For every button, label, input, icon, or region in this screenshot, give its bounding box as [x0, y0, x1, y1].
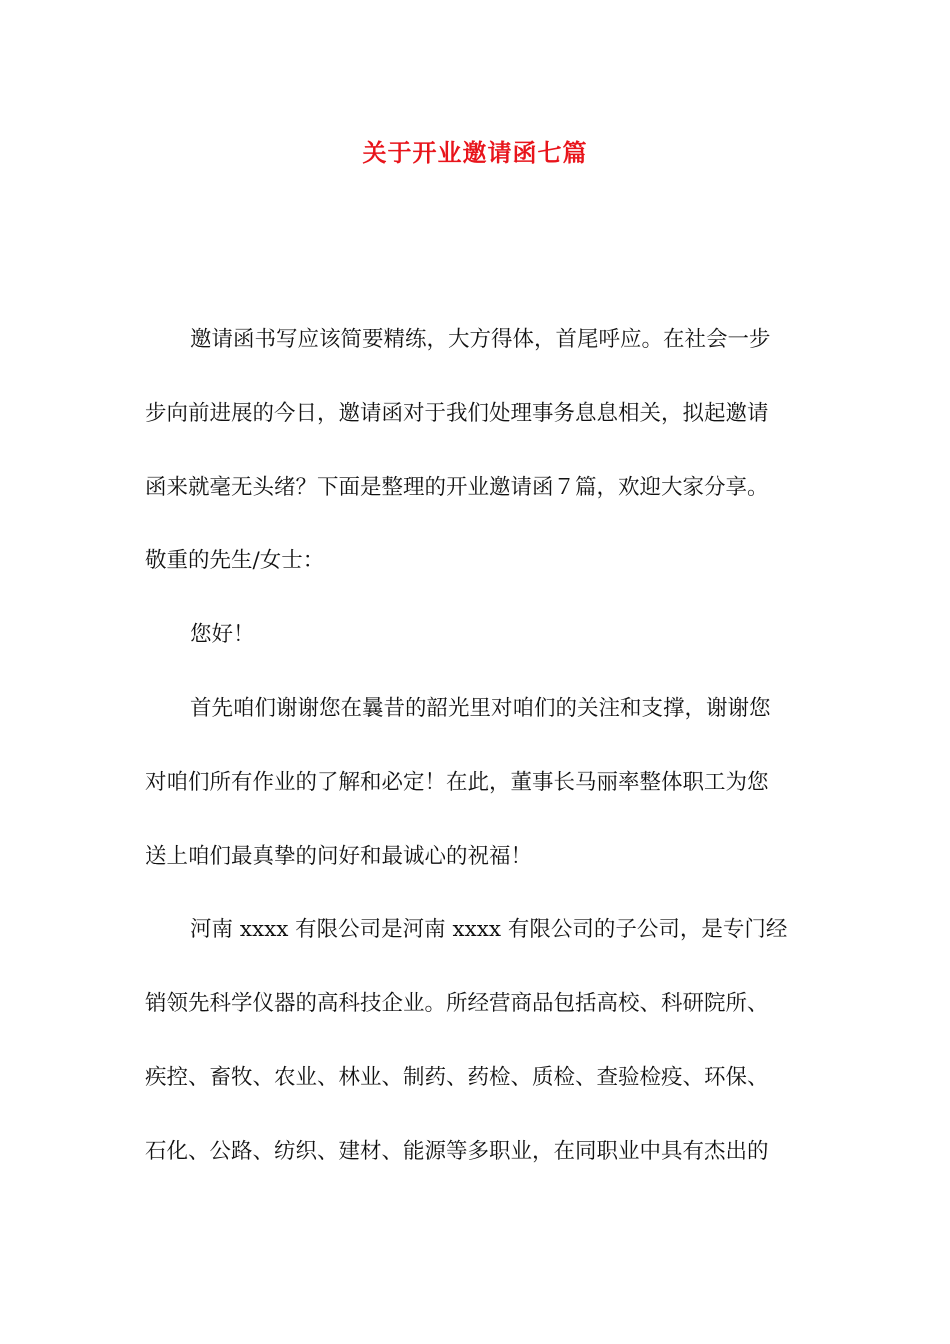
paragraph-line: 首先咱们谢谢您在曩昔的韶光里对咱们的关注和支撑，谢谢您	[190, 695, 771, 721]
paragraph-line: 送上咱们最真挚的问好和最诚心的祝福！	[145, 843, 533, 869]
paragraph-line: 步向前进展的今日，邀请函对于我们处理事务息息相关，拟起邀请	[145, 400, 769, 426]
document-body	[145, 318, 810, 1204]
paragraph-line: 邀请函书写应该简要精练，大方得体，首尾呼应。在社会一步	[190, 327, 771, 352]
greeting-line: 您好！	[190, 622, 255, 648]
paragraph-line: 石化、公路、纺织、建材、能源等多职业，在同职业中具有杰出的	[145, 1138, 769, 1164]
paragraph-line: 销领先科学仪器的高科技企业。所经营商品包括高校、科研院所、	[145, 991, 769, 1017]
paragraph-line: 河南 xxxx 有限公司是河南 xxxx 有限公司的子公司，是专门经	[190, 917, 788, 943]
document-title: 关于开业邀请函七篇	[362, 139, 588, 167]
salutation-line: 敬重的先生/女士：	[145, 548, 325, 574]
paragraph-line: 函来就毫无头绪？下面是整理的开业邀请函７篇，欢迎大家分享。	[145, 474, 769, 500]
paragraph-line: 疾控、畜牧、农业、林业、制药、药检、质检、查验检疫、环保、	[145, 1064, 769, 1090]
paragraph-line: 对咱们所有作业的了解和必定！在此，董事长马丽率整体职工为您	[145, 769, 769, 795]
